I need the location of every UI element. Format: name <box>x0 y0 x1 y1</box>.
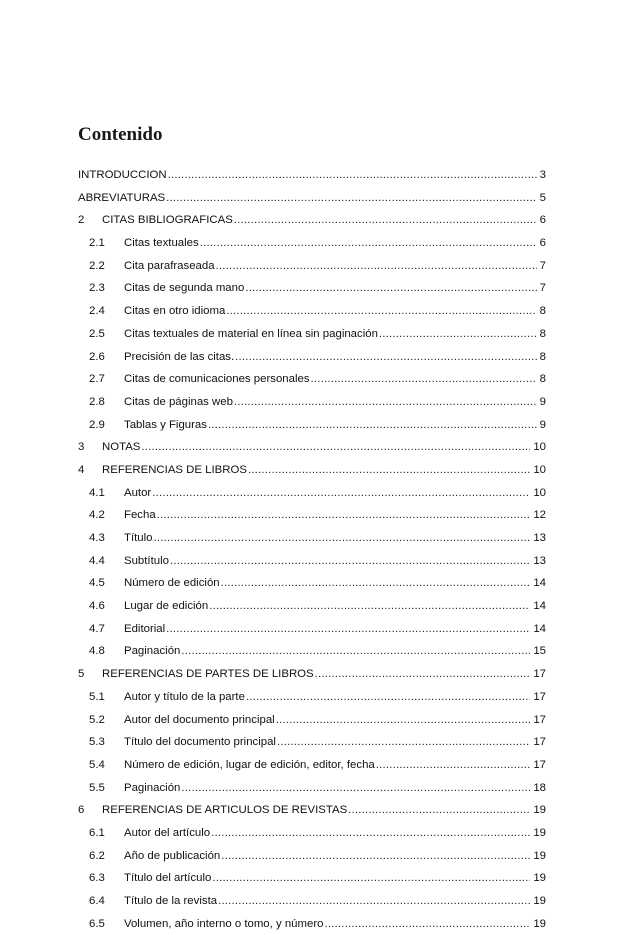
toc-entry-page-number: 6 <box>539 214 546 227</box>
toc-entry[interactable] <box>78 232 546 255</box>
toc-entry-page-number: 5 <box>539 191 546 204</box>
toc-entry-page-number: 10 <box>533 441 546 454</box>
toc-entry-label: Editorial <box>124 622 166 635</box>
toc-entry-number: 5 <box>78 668 85 681</box>
dot-leader <box>166 618 530 641</box>
toc-entry-number: 4.3 <box>89 532 105 544</box>
toc-entry-label: Autor del documento principal <box>124 713 275 726</box>
dot-leader <box>154 527 531 550</box>
toc-entry-page-number: 8 <box>539 350 546 363</box>
dot-leader <box>216 255 537 278</box>
toc-entry[interactable] <box>78 346 546 369</box>
toc-entry-number: 6.1 <box>89 826 105 839</box>
toc-entry-number: 4.6 <box>89 600 105 613</box>
toc-entry-label: Citas en otro idioma <box>124 305 226 318</box>
toc-entry-label: Subtítulo <box>124 554 169 567</box>
toc-entry-label: Título de la revista <box>124 895 218 907</box>
toc-entry-label: Tablas y Figuras <box>124 418 207 431</box>
toc-entry[interactable] <box>78 822 546 845</box>
dot-leader <box>248 459 530 482</box>
dot-leader <box>379 323 537 346</box>
dot-leader <box>311 368 537 391</box>
toc-entry-number: 2 <box>78 214 85 227</box>
dot-leader <box>376 754 531 777</box>
toc-entry[interactable] <box>78 754 546 777</box>
table-of-contents <box>78 164 546 935</box>
toc-entry-page-number: 8 <box>539 373 546 386</box>
dot-leader <box>226 300 536 323</box>
toc-entry-page-number: 14 <box>533 622 546 635</box>
dot-leader <box>208 414 537 437</box>
toc-entry-page-number: 17 <box>533 758 546 771</box>
toc-entry-label: Autor <box>124 486 152 499</box>
toc-entry-label: REFERENCIAS DE LIBROS <box>102 463 247 476</box>
toc-entry[interactable] <box>78 527 546 550</box>
toc-entry-page-number: 17 <box>533 713 546 726</box>
toc-entry-label: CITAS BIBLIOGRAFICAS <box>102 214 233 227</box>
toc-entry-page-number: 19 <box>533 804 546 817</box>
dot-leader <box>234 209 537 232</box>
toc-entry[interactable] <box>78 640 546 663</box>
toc-entry-label: INTRODUCCION <box>78 169 167 181</box>
toc-entry-page-number: 9 <box>539 418 546 431</box>
toc-entry-number: 6.4 <box>89 895 105 907</box>
toc-entry[interactable] <box>78 255 546 278</box>
dot-leader <box>168 164 537 187</box>
toc-entry[interactable] <box>78 799 546 822</box>
toc-entry-number: 5.1 <box>89 690 105 703</box>
dot-leader <box>166 187 537 210</box>
toc-entry-page-number: 7 <box>539 282 546 295</box>
toc-entry-number: 5.5 <box>89 781 105 794</box>
dot-leader <box>277 731 530 754</box>
dot-leader <box>315 663 531 686</box>
toc-entry-label: Fecha <box>124 509 156 522</box>
toc-entry-number: 2.9 <box>89 418 105 431</box>
toc-entry-page-number: 19 <box>533 872 546 885</box>
dot-leader <box>276 709 531 732</box>
toc-entry[interactable] <box>78 777 546 800</box>
toc-entry-page-number: 15 <box>533 645 546 658</box>
toc-entry-label: Lugar de edición <box>124 600 209 613</box>
toc-entry[interactable] <box>78 913 546 935</box>
dot-leader <box>218 890 530 913</box>
dot-leader <box>157 504 531 527</box>
toc-entry[interactable] <box>78 572 546 595</box>
toc-entry-number: 5.2 <box>89 713 105 726</box>
toc-entry-label: ABREVIATURAS <box>78 191 166 204</box>
toc-entry-label: Citas textuales <box>124 237 199 250</box>
toc-entry[interactable] <box>78 709 546 732</box>
dot-leader <box>181 777 530 800</box>
toc-entry-page-number: 19 <box>533 849 546 862</box>
toc-entry-label: Cita parafraseada <box>124 259 215 272</box>
toc-entry[interactable] <box>78 164 546 187</box>
toc-entry-page-number: 19 <box>533 826 546 839</box>
toc-entry-number: 2.3 <box>89 282 105 295</box>
toc-entry-page-number: 13 <box>533 532 546 544</box>
toc-entry-label: Citas de páginas web <box>124 395 233 408</box>
toc-entry-number: 4 <box>78 463 85 476</box>
toc-entry-number: 2.1 <box>89 237 105 250</box>
toc-entry-number: 2.6 <box>89 350 105 363</box>
toc-entry-label: Autor del artículo <box>124 826 211 839</box>
toc-entry[interactable] <box>78 550 546 573</box>
toc-entry-number: 3 <box>78 441 85 454</box>
toc-entry[interactable] <box>78 618 546 641</box>
dot-leader <box>348 799 530 822</box>
toc-entry-number: 5.4 <box>89 758 105 771</box>
toc-entry-page-number: 8 <box>539 327 546 340</box>
toc-entry-number: 2.5 <box>89 327 105 340</box>
dot-leader <box>211 822 530 845</box>
toc-entry-page-number: 17 <box>533 668 546 681</box>
toc-entry[interactable] <box>78 414 546 437</box>
toc-entry[interactable] <box>78 277 546 300</box>
toc-entry-label: Citas textuales de material en línea sin paginación <box>124 327 378 340</box>
toc-entry-number: 6.5 <box>89 917 105 930</box>
toc-entry-number: 4.4 <box>89 554 105 567</box>
toc-entry-number: 4.8 <box>89 645 105 658</box>
toc-entry-number: 6.2 <box>89 849 105 862</box>
dot-leader <box>212 867 530 890</box>
toc-entry-page-number: 17 <box>533 736 546 749</box>
dot-leader <box>221 572 531 595</box>
toc-entry-label: REFERENCIAS DE ARTICULOS DE REVISTAS <box>102 804 348 817</box>
toc-entry-page-number: 10 <box>533 463 546 476</box>
toc-entry-number: 6 <box>78 804 85 817</box>
toc-entry-label: Citas de comunicaciones personales <box>124 373 310 386</box>
toc-entry-page-number: 17 <box>533 690 546 703</box>
dot-leader <box>246 686 530 709</box>
toc-entry-label: Citas de segunda mano <box>124 282 245 295</box>
toc-entry-number: 2.7 <box>89 373 105 386</box>
dot-leader <box>324 913 530 935</box>
dot-leader <box>245 277 536 300</box>
toc-entry[interactable] <box>78 323 546 346</box>
toc-entry-number: 2.2 <box>89 259 105 272</box>
dot-leader <box>181 640 530 663</box>
dot-leader <box>234 391 537 414</box>
toc-entry-page-number: 3 <box>539 169 546 181</box>
toc-entry[interactable] <box>78 731 546 754</box>
toc-entry-number: 4.5 <box>89 577 105 590</box>
toc-entry-label: Paginación <box>124 781 181 794</box>
toc-title: Contenido <box>78 124 163 145</box>
toc-entry-page-number: 18 <box>533 781 546 794</box>
toc-entry-label: Título <box>124 532 153 544</box>
toc-entry-number: 5.3 <box>89 736 105 749</box>
toc-entry[interactable] <box>78 391 546 414</box>
toc-entry-page-number: 12 <box>533 509 546 522</box>
toc-entry-number: 2.8 <box>89 395 105 408</box>
toc-entry-label: Año de publicación <box>124 849 221 862</box>
toc-entry-page-number: 8 <box>539 305 546 318</box>
toc-entry-label: Título del documento principal <box>124 736 276 749</box>
toc-entry-number: 4.7 <box>89 622 105 635</box>
toc-entry[interactable] <box>78 209 546 232</box>
toc-entry-label: Autor y título de la parte <box>124 690 245 703</box>
toc-entry[interactable] <box>78 845 546 868</box>
toc-entry[interactable] <box>78 482 546 505</box>
toc-entry-page-number: 19 <box>533 895 546 907</box>
toc-entry-number: 4.1 <box>89 486 105 499</box>
toc-entry[interactable] <box>78 686 546 709</box>
toc-entry-page-number: 10 <box>533 486 546 499</box>
toc-entry[interactable] <box>78 368 546 391</box>
toc-entry-page-number: 7 <box>539 259 546 272</box>
toc-entry-label: Título del artículo <box>124 872 212 885</box>
toc-entry-number: 2.4 <box>89 305 105 318</box>
dot-leader <box>200 232 537 255</box>
toc-entry[interactable] <box>78 595 546 618</box>
toc-entry-label: Precisión de las citas. <box>124 350 235 363</box>
toc-entry[interactable] <box>78 504 546 527</box>
toc-entry[interactable] <box>78 300 546 323</box>
toc-entry-page-number: 13 <box>533 554 546 567</box>
toc-entry-number: 4.2 <box>89 509 105 522</box>
toc-entry-number: 6.3 <box>89 872 105 885</box>
toc-entry[interactable] <box>78 459 546 482</box>
toc-entry-label: NOTAS <box>102 441 141 454</box>
toc-entry-label: Número de edición, lugar de edición, editor, fecha <box>124 758 375 771</box>
toc-entry[interactable] <box>78 663 546 686</box>
toc-entry-page-number: 19 <box>533 917 546 930</box>
toc-entry-page-number: 14 <box>533 577 546 590</box>
toc-entry[interactable] <box>78 890 546 913</box>
toc-entry-label: Volumen, año interno o tomo, y número <box>124 917 324 930</box>
dot-leader <box>141 436 530 459</box>
toc-entry-label: REFERENCIAS DE PARTES DE LIBROS <box>102 668 314 681</box>
dot-leader <box>235 346 536 369</box>
dot-leader <box>221 845 530 868</box>
dot-leader <box>209 595 530 618</box>
toc-entry-label: Paginación <box>124 645 181 658</box>
dot-leader <box>170 550 530 573</box>
toc-entry-page-number: 9 <box>539 395 546 408</box>
toc-entry-page-number: 14 <box>533 600 546 613</box>
toc-entry[interactable] <box>78 436 546 459</box>
toc-entry[interactable] <box>78 187 546 210</box>
toc-entry[interactable] <box>78 867 546 890</box>
toc-entry-label: Número de edición <box>124 577 220 590</box>
dot-leader <box>152 482 530 505</box>
toc-entry-page-number: 6 <box>539 237 546 250</box>
